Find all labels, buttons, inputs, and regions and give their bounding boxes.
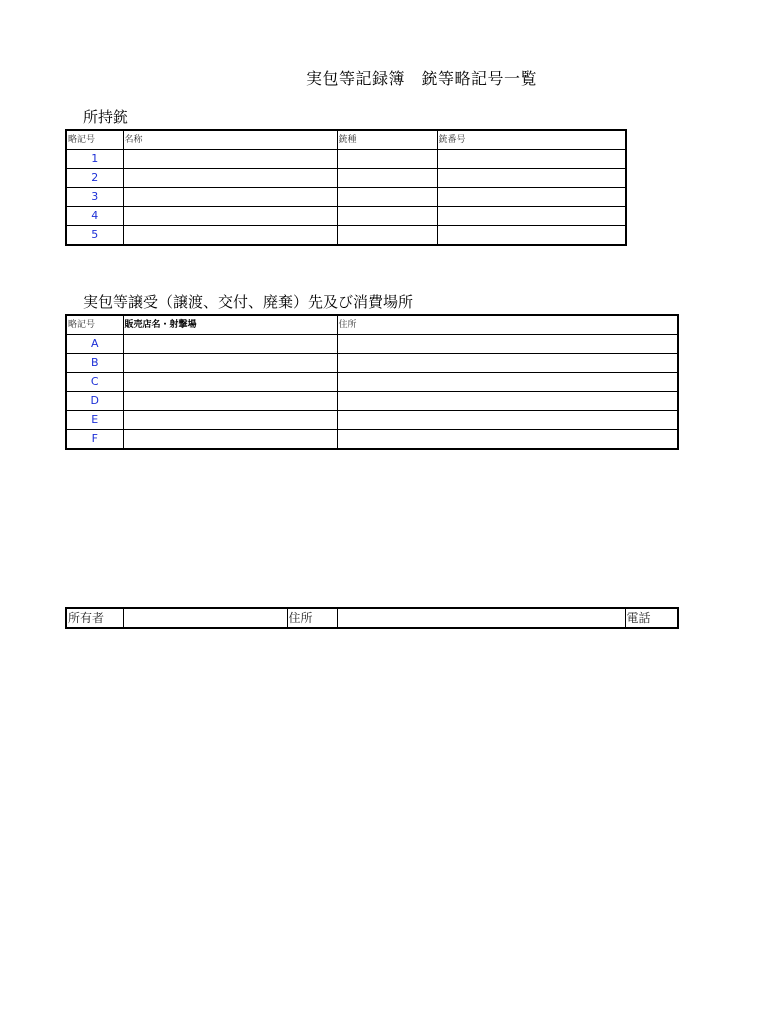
shop-name-cell[interactable] (123, 335, 337, 354)
firearm-type-cell[interactable] (337, 207, 437, 226)
shop-name-cell[interactable] (123, 392, 337, 411)
address-cell[interactable] (337, 373, 678, 392)
transfer-code: B (66, 354, 123, 373)
transfer-code: C (66, 373, 123, 392)
firearm-name-cell[interactable] (123, 207, 337, 226)
firearm-name-cell[interactable] (123, 188, 337, 207)
shop-name-cell[interactable] (123, 430, 337, 450)
address-cell[interactable] (337, 392, 678, 411)
transfer-code: F (66, 430, 123, 450)
address-cell[interactable] (337, 411, 678, 430)
firearm-code: 1 (66, 150, 123, 169)
firearms-table (65, 129, 627, 246)
firearm-type-cell[interactable] (337, 169, 437, 188)
address-cell[interactable] (337, 354, 678, 373)
firearm-code: 2 (66, 169, 123, 188)
shop-name-cell[interactable] (123, 354, 337, 373)
owner-phone-label: 電話 (625, 608, 678, 628)
firearm-type-cell[interactable] (337, 188, 437, 207)
firearm-name-cell[interactable] (123, 169, 337, 188)
table-row (66, 188, 626, 207)
col-code-header: 略記号 (66, 315, 123, 335)
owner-address-cell[interactable] (337, 608, 625, 628)
transfer-code: E (66, 411, 123, 430)
table-row (66, 392, 678, 411)
col-code-header: 略記号 (66, 130, 123, 150)
owner-table (65, 607, 679, 629)
owner-name-cell[interactable] (123, 608, 287, 628)
firearm-type-cell[interactable] (337, 150, 437, 169)
table-row (66, 150, 626, 169)
table-row (66, 373, 678, 392)
firearm-serial-cell[interactable] (437, 150, 626, 169)
transfers-heading: 実包等譲受（譲渡、交付、廃棄）先及び消費場所 (83, 293, 414, 311)
firearm-serial-cell[interactable] (437, 169, 626, 188)
table-row (66, 354, 678, 373)
owner-label: 所有者 (66, 608, 123, 628)
transfers-header-row (66, 315, 678, 335)
col-address-header: 住所 (337, 315, 678, 335)
firearm-name-cell[interactable] (123, 150, 337, 169)
address-cell[interactable] (337, 335, 678, 354)
owner-row (66, 608, 678, 628)
table-row (66, 207, 626, 226)
firearms-header-row (66, 130, 626, 150)
table-row (66, 226, 626, 246)
firearm-serial-cell[interactable] (437, 226, 626, 246)
firearm-name-cell[interactable] (123, 226, 337, 246)
table-row (66, 430, 678, 450)
table-row (66, 169, 626, 188)
address-cell[interactable] (337, 430, 678, 450)
col-type-header: 銃種 (337, 130, 437, 150)
col-shop-header: 販売店名・射撃場 (123, 315, 337, 335)
firearms-heading: 所持銃 (83, 108, 129, 126)
col-serial-header: 銃番号 (437, 130, 626, 150)
transfers-table (65, 314, 679, 450)
firearm-code: 4 (66, 207, 123, 226)
transfer-code: A (66, 335, 123, 354)
firearm-serial-cell[interactable] (437, 207, 626, 226)
table-row (66, 411, 678, 430)
firearm-serial-cell[interactable] (437, 188, 626, 207)
table-row (66, 335, 678, 354)
transfer-code: D (66, 392, 123, 411)
firearm-code: 3 (66, 188, 123, 207)
col-name-header: 名称 (123, 130, 337, 150)
shop-name-cell[interactable] (123, 373, 337, 392)
firearm-code: 5 (66, 226, 123, 246)
shop-name-cell[interactable] (123, 411, 337, 430)
owner-address-label: 住所 (287, 608, 337, 628)
document-title: 実包等記録簿 銃等略記号一覧 (306, 69, 538, 88)
firearm-type-cell[interactable] (337, 226, 437, 246)
